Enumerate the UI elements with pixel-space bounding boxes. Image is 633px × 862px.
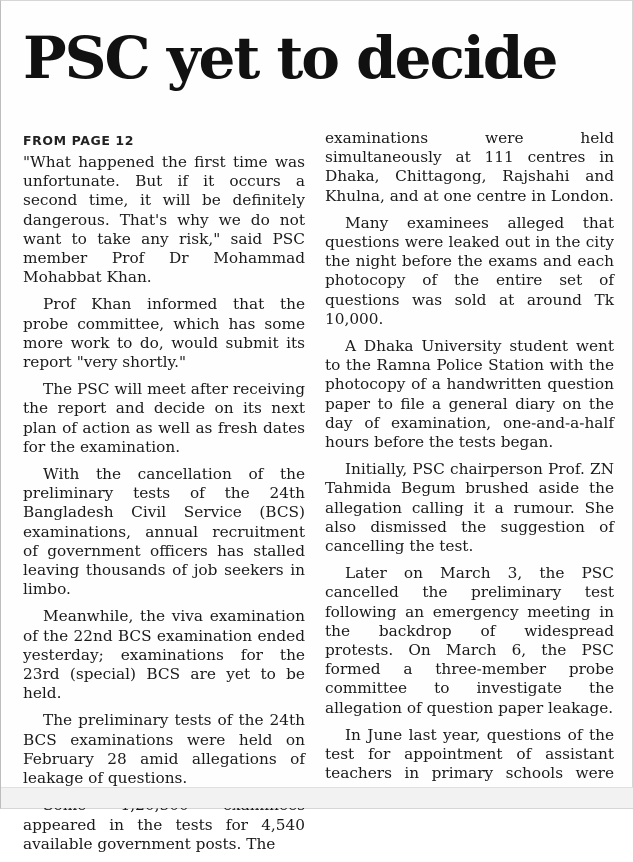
jump-label: FROM PAGE 12 [23,133,135,148]
article-paragraph: Meanwhile, the viva examination of the 22nd BCS examination ended yesterday; examinations for the 23rd (special) BCS are yet to be held. [23,607,305,703]
article-paragraph: The preliminary tests of the 24th BCS examinations were held on February 28 amid allegations of leakage of questions. [23,711,305,788]
article-paragraph: A Dhaka University student went to the Ramna Police Station with the photocopy of a handwritten question paper to file a general diary on the day of examination, one-and-a-half hours before the tests began. [325,337,614,452]
article-paragraph: In June last year, questions of the test for appointment of assistant teachers in primary schools were [325,725,614,783]
article-paragraph: With the cancellation of the preliminary tests of the 24th Bangladesh Civil Service (BCS) examinations, annual recruitment of government officers has stalled leaving thousands of job seekers in limbo. [23,465,305,599]
page-bottom-edge [1,787,633,808]
article-paragraph: appeared in the tests for 4,540 available government posts. The [23,815,305,853]
article-paragraph: Later on March 3, the PSC cancelled the preliminary test following an emergency meeting in the backdrop of widespread protests. On March 6, the PSC formed a three-member probe committee to investigate the allegation of question paper leakage. [325,564,614,717]
article-paragraph: The PSC will meet after receiving the report and decide on its next plan of action as well as fresh dates for the examination. [23,380,305,456]
article-paragraph: Initially, PSC chairperson Prof. ZN Tahmida Begum brushed aside the allegation calling it a rumour. She also dismissed the suggestion of cancelling the test. [325,460,614,556]
article-column-right [325,129,614,811]
article-paragraph: examinations were held simultaneously at 111 centres in Dhaka, Chittagong, Rajshahi and Khulna, and at one centre in London. [325,129,614,205]
article-column-left [23,131,305,862]
article-paragraph: "What happened the first time was unfortunate. But if it occurs a second time, it will be definitely dangerous. That's why we do not want to take any risk," said PSC member Prof Dr Mohammad Mohabbat Khan. [23,153,305,287]
headline: PSC yet to decide [23,24,557,92]
article-paragraph: Many examinees alleged that questions were leaked out in the city the night before the exams and each photocopy of the entire set of questions was sold at around Tk 10,000. [325,213,614,328]
article-paragraph: Prof Khan informed that the probe committee, which has some more work to do, would submit its report "very shortly." [23,295,305,372]
